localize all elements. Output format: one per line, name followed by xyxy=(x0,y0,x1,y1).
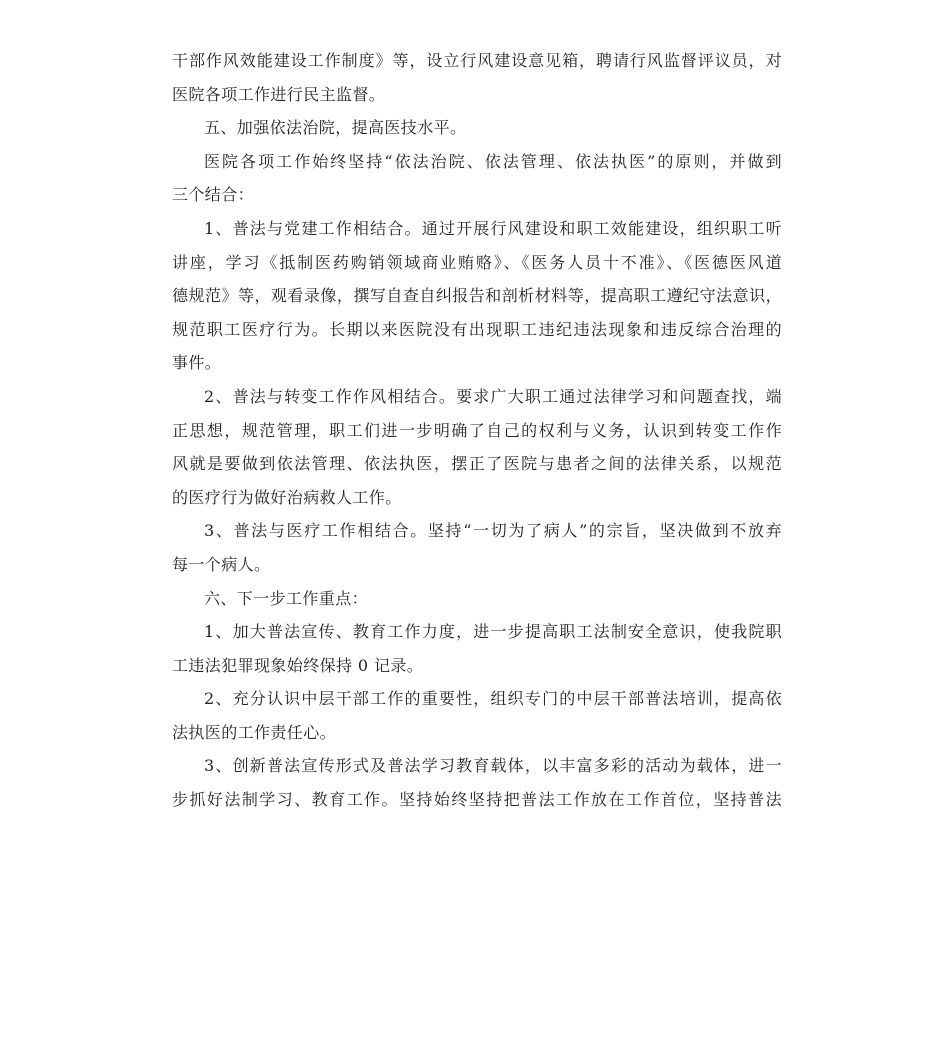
text-line: 的医疗行为做好治病救人工作。 xyxy=(172,487,402,507)
text-line: 1、普法与党建工作相结合。通过开展行风建设和职工效能建设，组织职工听 xyxy=(204,218,782,238)
text-line: 三个结合： xyxy=(172,185,255,205)
text-line: 工违法犯罪现象始终保持 0 记录。 xyxy=(172,655,424,675)
text-line: 医院各项工作始终坚持“依法治院、依法管理、依法执医”的原则，并做到 xyxy=(204,151,782,171)
text-line: 德规范》等，观看录像，撰写自查自纠报告和剖析材料等，提高职工遵纪守法意识， xyxy=(172,286,782,306)
text-line: 医院各项工作进行民主监督。 xyxy=(172,84,386,104)
text-line: 步抓好法制学习、教育工作。坚持始终坚持把普法工作放在工作首位，坚持普法 xyxy=(172,790,782,810)
text-line: 每一个病人。 xyxy=(172,554,271,574)
text-line: 规范职工医疗行为。长期以来医院没有出现职工违纪违法现象和违反综合治理的 xyxy=(172,319,782,339)
text-line: 1、加大普法宣传、教育工作力度，进一步提高职工法制安全意识，使我院职 xyxy=(204,622,782,642)
text-line: 五、加强依法治院，提高医技水平。 xyxy=(204,118,467,138)
text-line: 讲座，学习《抵制医药购销领域商业贿赂》、《医务人员十不准》、《医德医风道 xyxy=(172,252,782,272)
text-line: 3、普法与医疗工作相结合。坚持“一切为了病人”的宗旨，坚决做到不放弃 xyxy=(204,521,782,541)
text-line: 3、创新普法宣传形式及普法学习教育载体，以丰富多彩的活动为载体，进一 xyxy=(204,756,782,776)
text-line: 事件。 xyxy=(172,353,222,373)
text-line: 2、充分认识中层干部工作的重要性，组织专门的中层干部普法培训，提高依 xyxy=(204,689,782,709)
text-line: 风就是要做到依法管理、依法执医，摆正了医院与患者之间的法律关系，以规范 xyxy=(172,454,782,474)
document-body xyxy=(172,44,782,817)
text-line: 六、下一步工作重点： xyxy=(204,588,369,608)
text-line: 2、普法与转变工作作风相结合。要求广大职工通过法律学习和问题查找，端 xyxy=(204,386,782,406)
text-line: 干部作风效能建设工作制度》等，设立行风建设意见箱，聘请行风监督评议员，对 xyxy=(172,51,782,70)
text-line: 法执医的工作责任心。 xyxy=(172,722,337,742)
text-line: 正思想，规范管理，职工们进一步明确了自己的权利与义务，认识到转变工作作 xyxy=(172,420,782,440)
